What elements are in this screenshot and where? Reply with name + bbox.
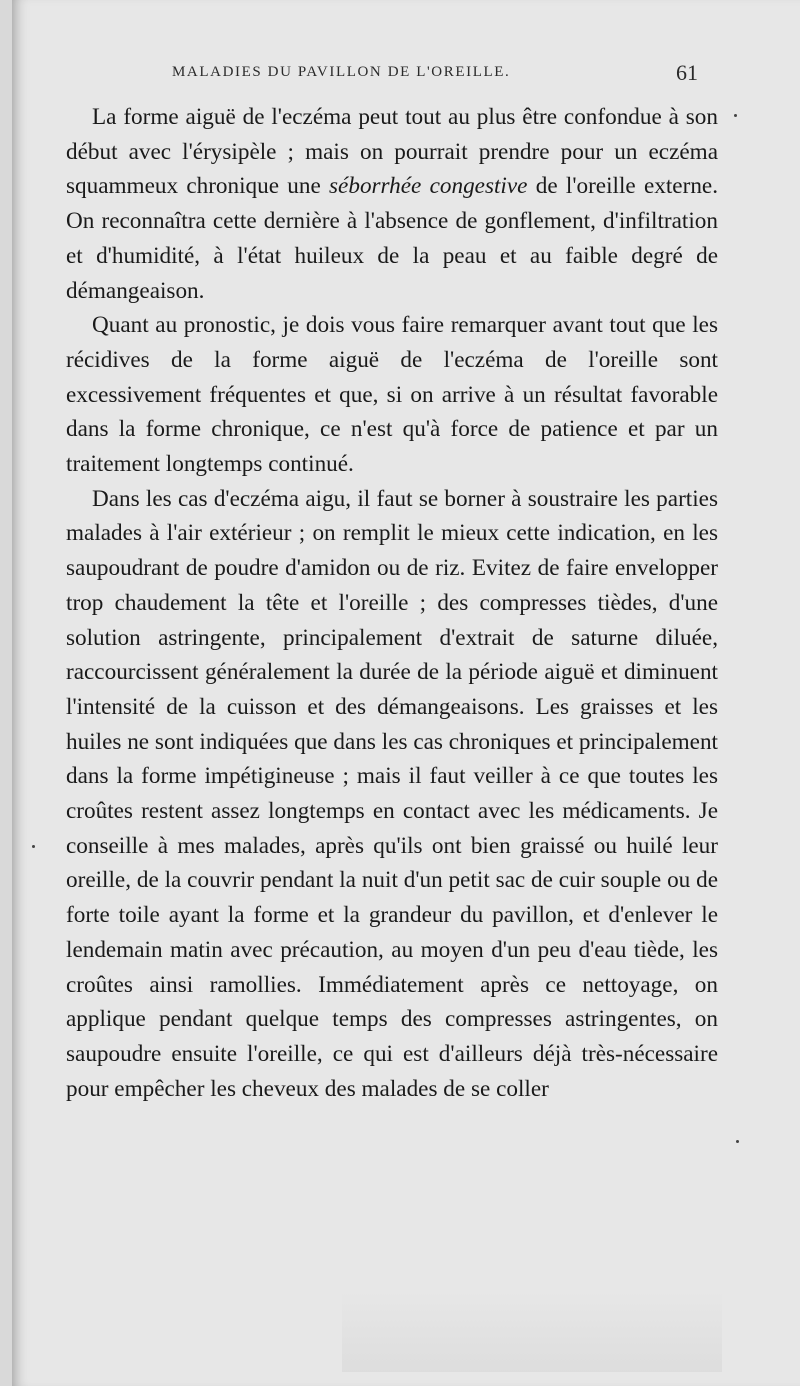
paragraph-diagnosis <box>66 100 718 308</box>
page-number: 61 <box>676 60 698 85</box>
page-header <box>12 62 800 90</box>
ink-speck <box>734 114 737 117</box>
running-title: MALADIES DU PAVILLON DE L'OREILLE. <box>172 64 511 80</box>
paragraph-prognosis: Quant au pronostic, je dois vous faire remarquer avant tout que les récidives de la forme aiguë de l'eczéma de l'oreille sont excessivement fréquentes et que, si on arrive à un résultat favorable dans la forme chronique, ce n'est qu'à force de patience et par un traitement longtemps continué. <box>66 312 718 478</box>
ink-speck <box>736 1140 739 1143</box>
paragraph-treatment: Dans les cas d'eczéma aigu, il faut se borner à soustraire les parties malades à l'air extérieur ; on remplit le mieux cette indication, en les saupoudrant de poudre d'amidon ou de riz. Evitez de faire envelopper trop chaudement la tête et l'oreille ; des compresses tièdes, d'une solution astringente, principalement d'extrait de saturne diluée, raccourcissent généralement la durée de la période aiguë et diminuent l'intensité de la cuisson et des démangeaisons. Les graisses et les huiles ne sont indiquées que dans les cas chroniques et principalement dans la forme impétigineuse ; mais il faut veiller à ce que toutes les croûtes restent assez longtemps en contact avec les médicaments. Je conseille à mes malades, après qu'ils ont bien graissé ou huilé leur oreille, de la couvrir pendant la nuit d'un petit sac de cuir souple ou de forte toile ayant la forme et la grandeur du pavillon, et d'enlever le lendemain matin avec précaution, au moyen d'un peu d'eau tiède, les croûtes ainsi ramollies. Immédiatement après ce nettoyage, on applique pendant quelque temps des compresses astringentes, on saupoudre ensuite l'oreille, ce qui est d'ailleurs déjà très-nécessaire pour empêcher les cheveux des malades de se coller <box>66 485 718 1102</box>
paragraph-text: de l'oreille externe. On reconnaîtra cette dernière à l'absence de gonflement, d'infiltration et d'humidité, à l'état huileux de la peau et au faible degré de démangeaison. <box>66 173 718 304</box>
show-through-shadow <box>342 1292 722 1372</box>
book-page <box>12 0 800 1386</box>
ink-speck <box>32 845 35 848</box>
body-text <box>66 100 718 1106</box>
italic-term: séborrhée congestive <box>329 173 528 200</box>
paragraph-text: La forme aiguë de l'eczéma peut tout au plus être confondue à son début avec l'érysipèle ; mais on pourrait prendre pour un eczéma squammeux chronique une <box>66 104 718 200</box>
